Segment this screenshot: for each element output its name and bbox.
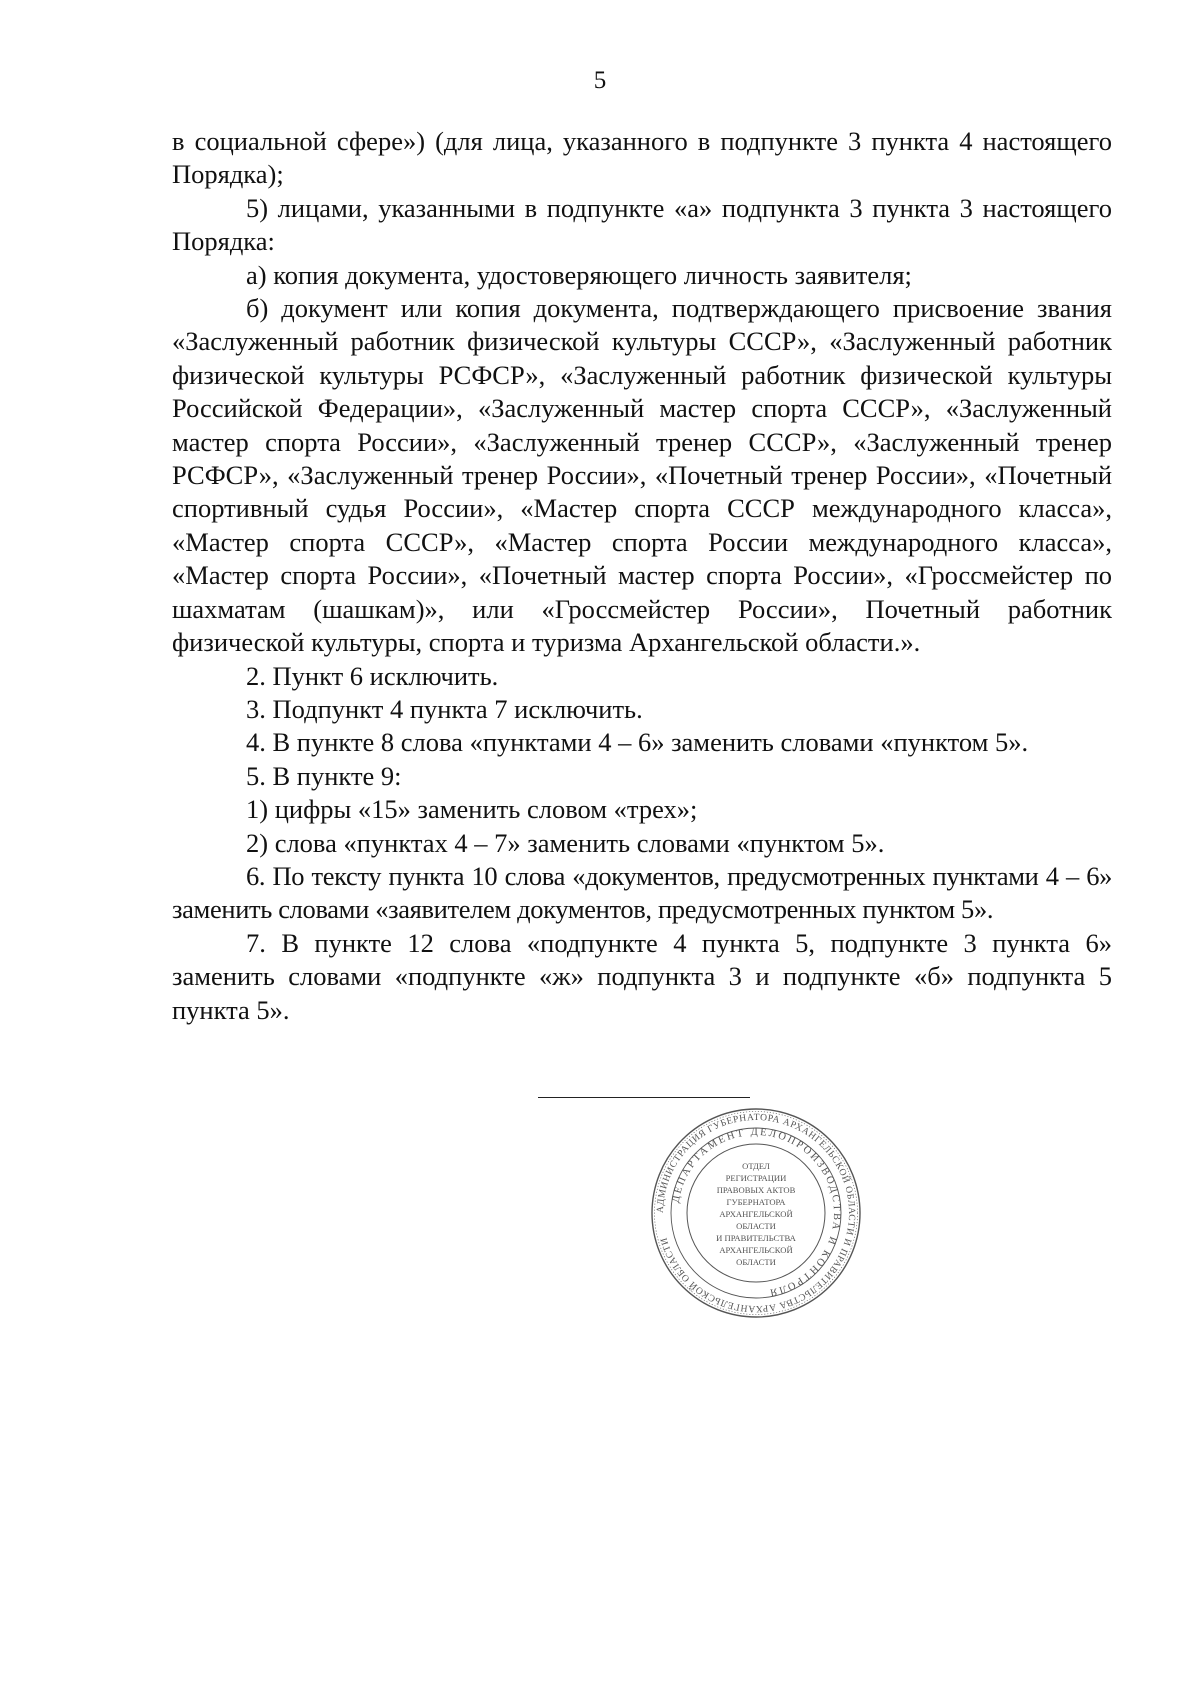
seal-outer-ring-text: АДМИНИСТРАЦИЯ ГУБЕРНАТОРА АРХАНГЕЛЬСКОЙ ОБЛАСТИ И ПРАВИТЕЛЬСТВА АРХАНГЕЛЬСКОЙ ОБЛАСТИ	[654, 1111, 858, 1315]
seal-center-line: ГУБЕРНАТОРА	[726, 1197, 786, 1207]
paragraph-point-3: 3. Подпункт 4 пункта 7 исключить.	[246, 693, 643, 724]
seal-center-line: ОБЛАСТИ	[736, 1257, 776, 1267]
paragraph-subitem-a: а) копия документа, удостоверяющего личность заявителя;	[246, 259, 912, 290]
seal-center-line: ПРАВОВЫХ АКТОВ	[716, 1185, 796, 1195]
official-seal	[648, 1105, 864, 1321]
paragraph-point-7: 7. В пункте 12 слова «подпункте 4 пункта 5, подпункте 3 пункта 6» заменить словами «подпункте «ж» подпункта 3 и подпункте «б» подпункта 5 пункта 5».	[172, 927, 1112, 1025]
seal-center-line: АРХАНГЕЛЬСКОЙ	[719, 1209, 793, 1219]
paragraph-point-5: 5. В пункте 9:	[246, 760, 402, 791]
page-number: 5	[593, 67, 607, 94]
paragraph-continuation: в социальной сфере») (для лица, указанного в подпункте 3 пункта 4 настоящего Порядка);	[172, 126, 1112, 190]
separator-line	[538, 1097, 750, 1098]
seal-center-line: И ПРАВИТЕЛЬСТВА	[716, 1233, 796, 1243]
document-body	[172, 125, 1112, 1027]
seal-center-line: ОБЛАСТИ	[736, 1221, 776, 1231]
paragraph-point-4: 4. В пункте 8 слова «пунктами 4 – 6» заменить словами «пунктом 5».	[246, 727, 1029, 758]
paragraph-point-2: 2. Пункт 6 исключить.	[246, 660, 499, 691]
paragraph-point-5-sub-2: 2) слова «пунктах 4 – 7» заменить словами «пунктом 5».	[246, 827, 885, 858]
paragraph-item-5: 5) лицами, указанными в подпункте «а» подпункта 3 пункта 3 настоящего Порядка:	[172, 192, 1112, 257]
seal-inner-ring-text: ДЕПАРТАМЕНТ ДЕЛОПРОИЗВОДСТВА И КОНТРОЛЯ	[670, 1126, 843, 1299]
paragraph-point-5-sub-1: 1) цифры «15» заменить словом «трех»;	[246, 794, 698, 825]
seal-center-line: АРХАНГЕЛЬСКОЙ	[719, 1245, 793, 1255]
seal-center-line: РЕГИСТРАЦИИ	[725, 1173, 787, 1183]
seal-center-line: ОТДЕЛ	[742, 1161, 770, 1171]
paragraph-point-6: 6. По тексту пункта 10 слова «документов, предусмотренных пунктами 4 – 6» заменить словами «заявителем документов, предусмотренных пунктом 5».	[172, 860, 1112, 925]
paragraph-subitem-b: б) документ или копия документа, подтверждающего присвоение звания «Заслуженный работник физической культуры СССР», «Заслуженный работник физической культуры РСФСР», «Заслуженный работник физической культуры Российской Федерации», «Заслуженный мастер спорта СССР», «Заслуженный мастер спорта России», «Заслуженный тренер СССР», «Заслуженный тренер РСФСР», «Заслуженный тренер России», «Почетный тренер России», «Почетный спортивный судья России», «Мастер спорта СССР международного класса», «Мастер спорта СССР», «Мастер спорта России международного класса», «Мастер спорта России», «Почетный мастер спорта России», «Гроссмейстер по шахматам (шашкам)», или «Гроссмейстер России», Почетный работник физической культуры, спорта и туризма Архангельской области.».	[172, 293, 1112, 658]
